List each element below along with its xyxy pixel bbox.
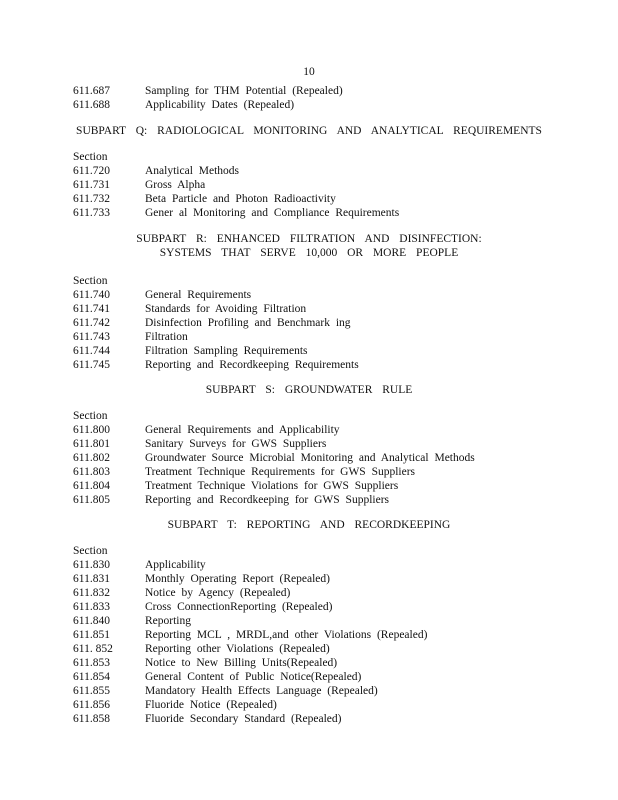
section-number: 611.851: [73, 629, 110, 641]
toc-entry: [73, 423, 593, 437]
section-number: 611.687: [73, 85, 110, 97]
section-title: Reporting other Violations (Repealed): [145, 643, 330, 655]
section-number: 611. 852: [73, 643, 113, 655]
section-number: 611.856: [73, 699, 110, 711]
section-number: 611.802: [73, 452, 110, 464]
section-number: 611.833: [73, 601, 110, 613]
toc-entry: [73, 600, 593, 614]
section-title: Fluoride Secondary Standard (Repealed): [145, 713, 342, 725]
toc-entry: [73, 558, 593, 572]
section-number: 611.853: [73, 657, 110, 669]
toc-entry: [73, 358, 593, 372]
subpart-q-heading: SUBPART Q: RADIOLOGICAL MONITORING AND ANALYTICAL REQUIREMENTS: [76, 125, 542, 137]
section-number: 611.741: [73, 303, 110, 315]
section-title: Treatment Technique Violations for GWS Suppliers: [145, 480, 399, 492]
section-title: Monthly Operating Report (Repealed): [145, 573, 330, 585]
section-number: 611.732: [73, 193, 110, 205]
section-title: Treatment Technique Requirements for GWS Suppliers: [145, 466, 416, 478]
section-title: Filtration: [145, 331, 188, 343]
section-title: Reporting: [145, 615, 191, 627]
section-title: Sampling for THM Potential (Repealed): [145, 85, 343, 97]
section-number: 611.743: [73, 331, 110, 343]
toc-entry: [73, 712, 593, 726]
subpart-r-entries: [73, 274, 593, 372]
section-number: 611.688: [73, 99, 110, 111]
section-title: Reporting MCL , MRDL,and other Violations (Repealed): [145, 629, 428, 641]
section-title: Applicability Dates (Repealed): [145, 99, 295, 111]
section-title: Analytical Methods: [145, 165, 240, 177]
section-number: 611.840: [73, 615, 110, 627]
toc-entry: [73, 344, 593, 358]
section-number: 611.800: [73, 424, 110, 436]
subpart-r-heading-line-1: SUBPART R: ENHANCED FILTRATION AND DISINFECTION:: [136, 233, 482, 245]
section-title: Cross ConnectionReporting (Repealed): [145, 601, 333, 613]
toc-entry: [73, 288, 593, 302]
toc-entry: [73, 628, 593, 642]
page-number: 10: [303, 66, 315, 78]
toc-entry: [73, 572, 593, 586]
subpart-q-entries: [73, 150, 593, 220]
toc-entry: [73, 84, 593, 98]
section-number: 611.831: [73, 573, 110, 585]
toc-entry: [73, 178, 593, 192]
toc-entry: [73, 98, 593, 112]
section-title: Reporting and Recordkeeping for GWS Suppliers: [145, 494, 389, 506]
toc-entry: [73, 614, 593, 628]
top-entries: [73, 84, 593, 112]
toc-entry: [73, 316, 593, 330]
subpart-s-heading: SUBPART S: GROUNDWATER RULE: [205, 384, 413, 396]
section-number: 611.803: [73, 466, 110, 478]
section-number: 611.740: [73, 289, 110, 301]
section-label: Section: [73, 275, 108, 287]
toc-entry: [73, 465, 593, 479]
section-number: 611.855: [73, 685, 110, 697]
section-number: 611.744: [73, 345, 110, 357]
section-number: 611.733: [73, 207, 110, 219]
toc-entry: [73, 670, 593, 684]
toc-entry: [73, 493, 593, 507]
section-title: Standards for Avoiding Filtration: [145, 303, 307, 315]
section-label: Section: [73, 410, 108, 422]
section-title: Filtration Sampling Requirements: [145, 345, 308, 357]
section-number: 611.854: [73, 671, 110, 683]
section-title: Notice to New Billing Units(Repealed): [145, 657, 338, 669]
toc-entry: [73, 451, 593, 465]
toc-entry: [73, 642, 593, 656]
section-number: 611.742: [73, 317, 110, 329]
toc-entry: [73, 684, 593, 698]
section-number: 611.801: [73, 438, 110, 450]
section-title: Notice by Agency (Repealed): [145, 587, 291, 599]
toc-entry: [73, 192, 593, 206]
section-title: Reporting and Recordkeeping Requirements: [145, 359, 359, 371]
section-number: 611.720: [73, 165, 110, 177]
section-number: 611.804: [73, 480, 110, 492]
toc-entry: [73, 698, 593, 712]
section-number: 611.745: [73, 359, 110, 371]
section-title: Fluoride Notice (Repealed): [145, 699, 277, 711]
section-title: Disinfection Profiling and Benchmark ing: [145, 317, 351, 329]
section-title: Beta Particle and Photon Radioactivity: [145, 193, 336, 205]
toc-entry: [73, 302, 593, 316]
section-title: Gener al Monitoring and Compliance Requirements: [145, 207, 400, 219]
subpart-t-entries: [73, 544, 593, 726]
section-number: 611.832: [73, 587, 110, 599]
subpart-t-heading: SUBPART T: REPORTING AND RECORDKEEPING: [167, 519, 451, 531]
section-title: Gross Alpha: [145, 179, 206, 191]
section-title: Sanitary Surveys for GWS Suppliers: [145, 438, 327, 450]
section-number: 611.731: [73, 179, 110, 191]
section-title: General Requirements: [145, 289, 252, 301]
toc-entry: [73, 437, 593, 451]
section-number: 611.830: [73, 559, 110, 571]
section-title: General Requirements and Applicability: [145, 424, 340, 436]
section-label: Section: [73, 151, 108, 163]
toc-entry: [73, 206, 593, 220]
toc-entry: [73, 586, 593, 600]
section-title: Applicability: [145, 559, 206, 571]
section-label: Section: [73, 545, 108, 557]
toc-entry: [73, 656, 593, 670]
toc-entry: [73, 164, 593, 178]
subpart-r-heading-line-2: SYSTEMS THAT SERVE 10,000 OR MORE PEOPLE: [159, 247, 459, 259]
toc-entry: [73, 330, 593, 344]
section-number: 611.858: [73, 713, 110, 725]
section-number: 611.805: [73, 494, 110, 506]
toc-entry: [73, 479, 593, 493]
section-title: Groundwater Source Microbial Monitoring and Analytical Methods: [145, 452, 475, 464]
subpart-s-entries: [73, 409, 593, 507]
section-title: Mandatory Health Effects Language (Repealed): [145, 685, 378, 697]
section-title: General Content of Public Notice(Repealed): [145, 671, 362, 683]
